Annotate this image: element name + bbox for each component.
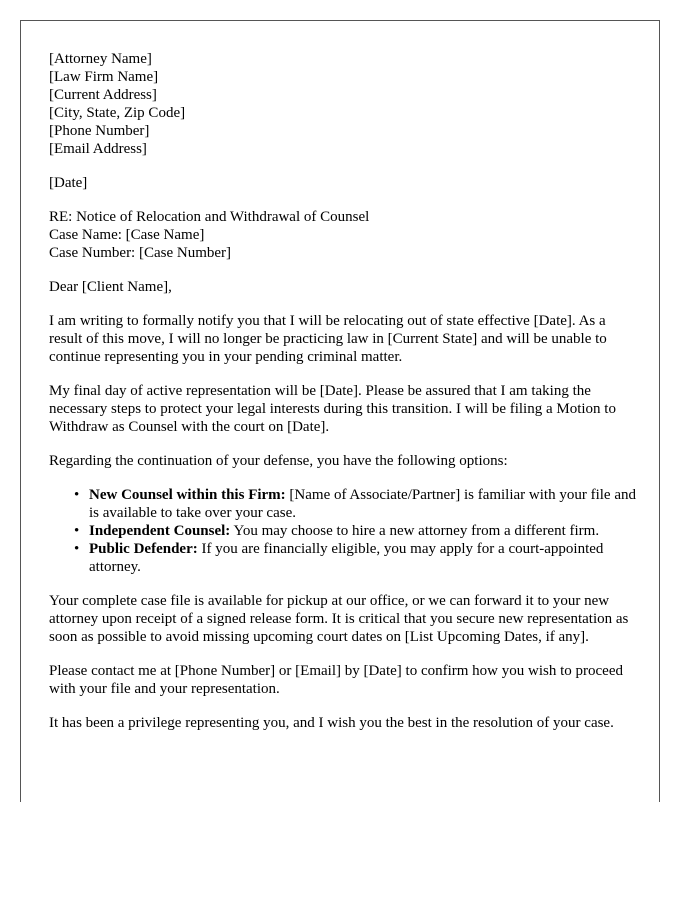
sender-address: [Current Address] [49,87,157,103]
re-subject: RE: Notice of Relocation and Withdrawal of Counsel [49,209,370,225]
paragraph-relocation: I am writing to formally notify you that I will be relocating out of state effective [Date]. As a result of this move, I will no longer be practicing law in [Current State] and will be unable to continue representing you in your pending criminal matter. [49,313,607,365]
paragraph-contact: Please contact me at [Phone Number] or [Email] by [Date] to confirm how you wish to proceed with your file and your representation. [49,663,623,697]
case-number: Case Number: [Case Number] [49,245,232,261]
paragraph-closing: It has been a privilege representing you, and I wish you the best in the resolution of your case. [49,715,614,731]
paragraph-case-file: Your complete case file is available for pickup at our office, or we can forward it to your new attorney upon receipt of a signed release form. It is critical that you secure new representation as soon as possible to avoid missing upcoming court dates on [List Upcoming Dates, if any]. [49,593,629,645]
option-title: Independent Counsel: [89,523,231,539]
option-text: [Name of Associate/Partner] is familiar with your file and is available to take over your case. [89,487,636,521]
option-title: Public Defender: [89,541,198,557]
reference-block [49,208,639,262]
case-name: Case Name: [Case Name] [49,227,205,243]
list-item [74,522,639,540]
letter-body [49,50,639,732]
option-title: New Counsel within this Firm: [89,487,286,503]
list-item [74,540,639,576]
bullet-icon: • [74,487,80,503]
option-text: If you are financially eligible, you may apply for a court-appointed attorney. [89,541,604,575]
letter-page [20,20,660,802]
sender-block [49,50,639,158]
bullet-icon: • [74,523,80,539]
sender-city-state-zip: [City, State, Zip Code] [49,105,186,121]
salutation: Dear [Client Name], [49,279,172,295]
sender-name: [Attorney Name] [49,51,152,67]
list-item [74,486,639,522]
letter-date: [Date] [49,175,88,191]
options-list [49,486,639,576]
sender-firm: [Law Firm Name] [49,69,159,85]
paragraph-options-intro: Regarding the continuation of your defense, you have the following options: [49,453,508,469]
option-text: You may choose to hire a new attorney from a different firm. [230,523,600,539]
paragraph-final-day: My final day of active representation will be [Date]. Please be assured that I am taking the necessary steps to protect your legal interests during this transition. I will be filing a Motion to Withdraw as Counsel with the court on [Date]. [49,383,616,435]
sender-email: [Email Address] [49,141,147,157]
bullet-icon: • [74,541,80,557]
sender-phone: [Phone Number] [49,123,150,139]
